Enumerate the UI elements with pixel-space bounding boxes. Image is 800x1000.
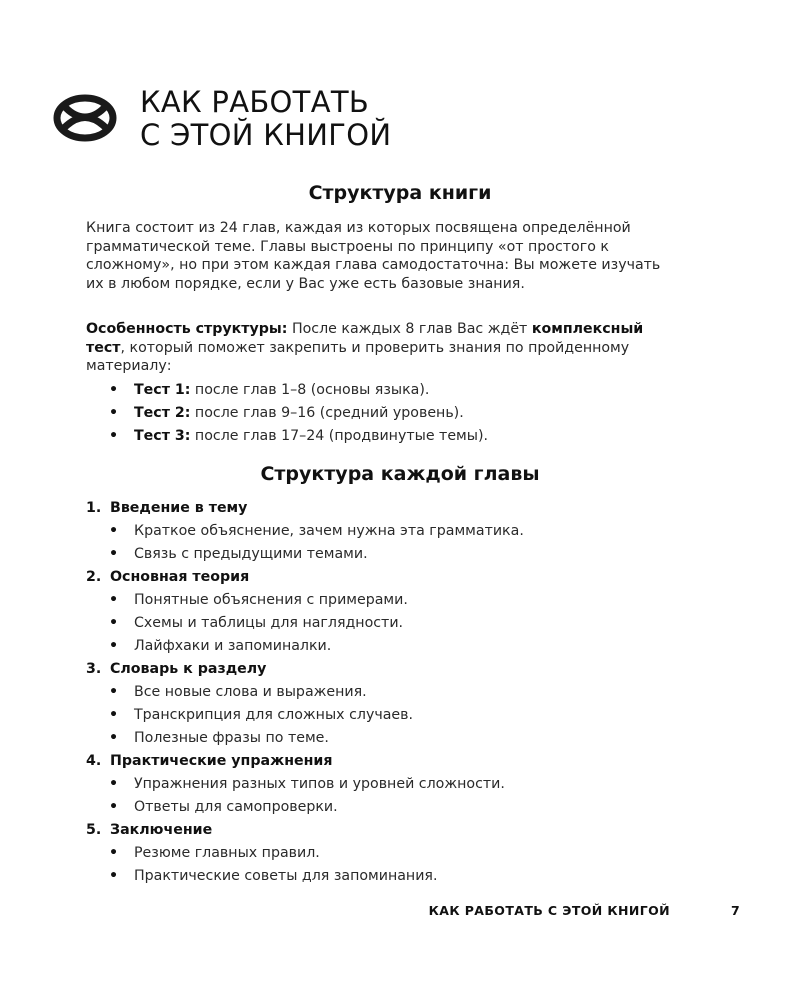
intro-paragraph [86, 219, 674, 293]
list-item [86, 402, 488, 425]
section-title [86, 819, 686, 842]
intro-text: Книга состоит из 24 глав, каждая из которых посвящена определённой грамматической теме. Главы выстроены по принципу «от простого к сложному», но при этом каждая глава самодостаточна: Вы можете изучать их в любом порядке, если у Вас уже есть базовые знания. [86, 220, 661, 292]
section-number: 5. [86, 822, 102, 838]
section-title [86, 566, 686, 589]
section-number: 1. [86, 500, 102, 516]
test-label: Тест 2: [134, 405, 191, 421]
list-item: • Практические советы для запоминания. [86, 865, 686, 888]
section-4 [86, 750, 686, 819]
section-1 [86, 497, 686, 566]
section-title [86, 750, 686, 773]
chapter-header [52, 86, 391, 152]
list-item: • Полезные фразы по теме. [86, 727, 686, 750]
feature-text-part-2: , который поможет закрепить и проверить знания по пройденному материалу: [86, 339, 630, 375]
section-number: 3. [86, 661, 102, 677]
pretzel-icon [52, 92, 118, 144]
test-text: после глав 17–24 (продвинутые темы). [190, 428, 488, 444]
test-text: после глав 9–16 (средний уровень). [190, 405, 464, 421]
test-label: Тест 3: [134, 428, 191, 444]
feature-paragraph [86, 320, 674, 376]
section-title-text: Практические упражнения [110, 753, 333, 769]
test-text: после глав 1–8 (основы языка). [190, 382, 430, 398]
section-title [86, 497, 686, 520]
list-item [86, 379, 488, 402]
list-item: • Упражнения разных типов и уровней сложности. [86, 773, 686, 796]
book-structure-heading: Структура книги [308, 182, 492, 204]
chapter-title [140, 86, 391, 152]
list-item: • Лайфхаки и запоминалки. [86, 635, 686, 658]
list-item [86, 425, 488, 448]
list-item: • Связь с предыдущими темами. [86, 543, 686, 566]
list-item: • Резюме главных правил. [86, 842, 686, 865]
list-item: • Схемы и таблицы для наглядности. [86, 612, 686, 635]
chapter-title-line-1: КАК РАБОТАТЬ [140, 85, 370, 119]
section-number: 2. [86, 569, 102, 585]
running-footer-title: КАК РАБОТАТЬ С ЭТОЙ КНИГОЙ [428, 903, 670, 918]
chapter-structure-heading: Структура каждой главы [260, 463, 540, 485]
feature-text-part-1: После каждых 8 глав Вас ждёт [287, 321, 532, 337]
test-label: Тест 1: [134, 382, 191, 398]
list-item: • Транскрипция для сложных случаев. [86, 704, 686, 727]
section-title-text: Заключение [110, 822, 213, 838]
tests-list [86, 379, 488, 448]
section-5 [86, 819, 686, 888]
feature-bold-term: комплексный тест [86, 321, 644, 356]
list-item: • Ответы для самопроверки. [86, 796, 686, 819]
section-3 [86, 658, 686, 750]
feature-label: Особенность структуры: [86, 321, 288, 337]
chapter-title-line-2: С ЭТОЙ КНИГОЙ [140, 118, 392, 152]
feature-text [86, 320, 674, 376]
section-title-text: Словарь к разделу [110, 661, 267, 677]
page-number: 7 [731, 903, 741, 918]
section-number: 4. [86, 753, 102, 769]
section-2 [86, 566, 686, 658]
list-item: • Краткое объяснение, зачем нужна эта грамматика. [86, 520, 686, 543]
list-item: • Понятные объяснения с примерами. [86, 589, 686, 612]
section-title-text: Введение в тему [110, 500, 248, 516]
section-title-text: Основная теория [110, 569, 250, 585]
chapter-sections-list [86, 497, 686, 888]
list-item: • Все новые слова и выражения. [86, 681, 686, 704]
section-title [86, 658, 686, 681]
